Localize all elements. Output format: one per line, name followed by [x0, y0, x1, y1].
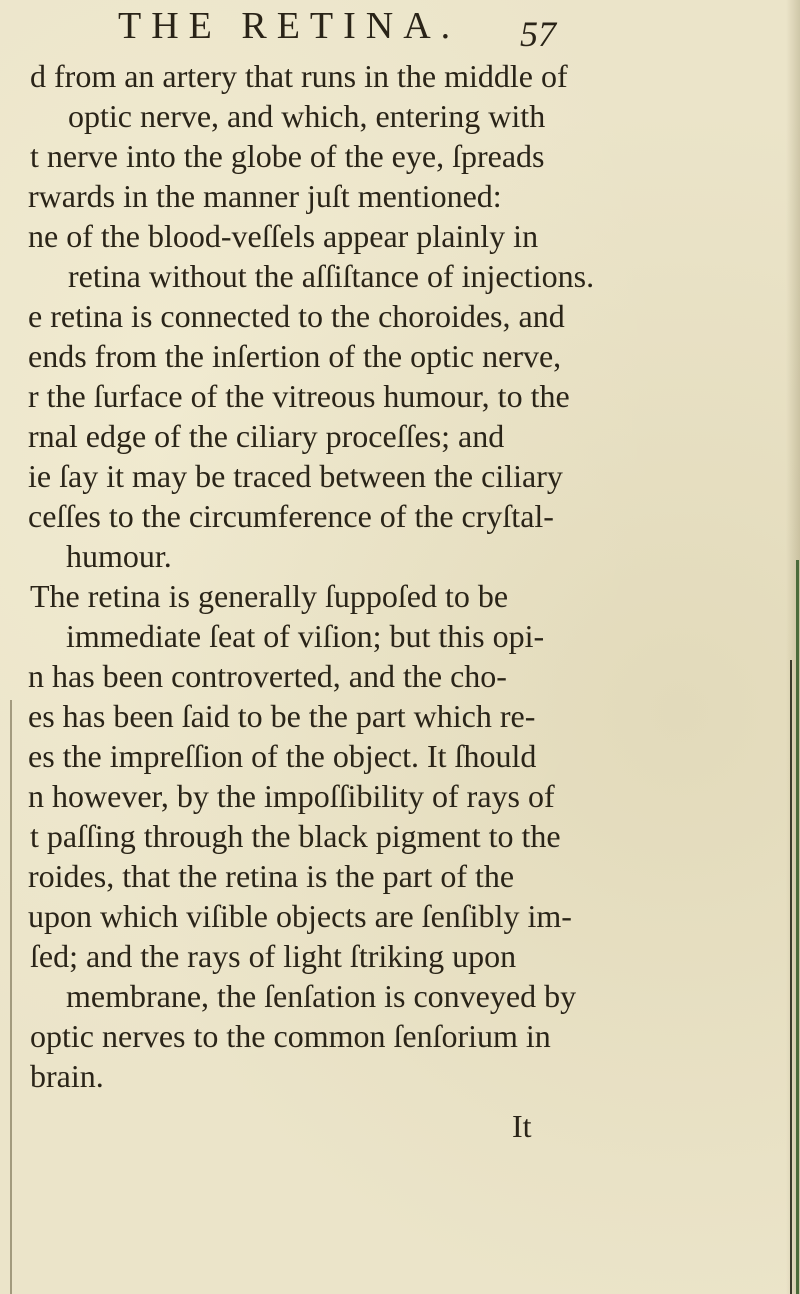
text-line: e retina is connected to the choroides, and	[28, 298, 565, 334]
text-line: membrane, the ſenſation is conveyed by	[66, 978, 577, 1014]
text-line: retina without the aſſiſtance of injections.	[68, 258, 595, 294]
text-line: humour.	[66, 538, 172, 574]
text-line: optic nerve, and which, entering with	[68, 98, 546, 134]
text-line: n has been controverted, and the cho-	[28, 658, 507, 694]
text-line: rnal edge of the ciliary proceſſes; and	[28, 418, 505, 454]
text-line: d from an artery that runs in the middle of	[30, 58, 568, 94]
running-head: THE RETINA.	[118, 5, 461, 47]
gutter-shadow	[10, 700, 12, 1294]
text-line: ne of the blood-veſſels appear plainly in	[28, 218, 539, 254]
text-line: ceſſes to the circumference of the cryſtal-	[28, 498, 554, 534]
text-line: rwards in the manner juſt mentioned:	[28, 178, 502, 214]
text-line: t nerve into the globe of the eye, ſpreads	[30, 138, 545, 174]
page-header	[0, 0, 800, 54]
text-line: roides, that the retina is the part of the	[28, 858, 515, 894]
text-line: The retina is generally ſuppoſed to be	[30, 578, 509, 614]
text-line: ie ſay it may be traced between the ciliary	[28, 458, 563, 494]
text-line: immediate ſeat of viſion; but this opi-	[66, 618, 545, 654]
text-line: n however, by the impoſſibility of rays of	[28, 778, 555, 814]
text-line: upon which viſible objects are ſenſibly im-	[28, 898, 572, 934]
catchword: It	[512, 1108, 532, 1144]
page-edge-binding	[796, 560, 799, 1294]
page-number: 57	[520, 14, 556, 54]
text-line: ends from the inſertion of the optic nerve,	[28, 338, 562, 374]
text-line: es the impreſſion of the object. It ſhould	[28, 738, 537, 774]
text-line: ſed; and the rays of light ſtriking upon	[30, 938, 517, 974]
text-line: r the ſurface of the vitreous humour, to the	[28, 378, 570, 414]
text-line: optic nerves to the common ſenſorium in	[30, 1018, 551, 1054]
page-edge-line	[790, 660, 792, 1294]
text-line: es has been ſaid to be the part which re-	[28, 698, 536, 734]
text-line: brain.	[30, 1058, 104, 1094]
text-line: t paſſing through the black pigment to the	[30, 818, 561, 854]
